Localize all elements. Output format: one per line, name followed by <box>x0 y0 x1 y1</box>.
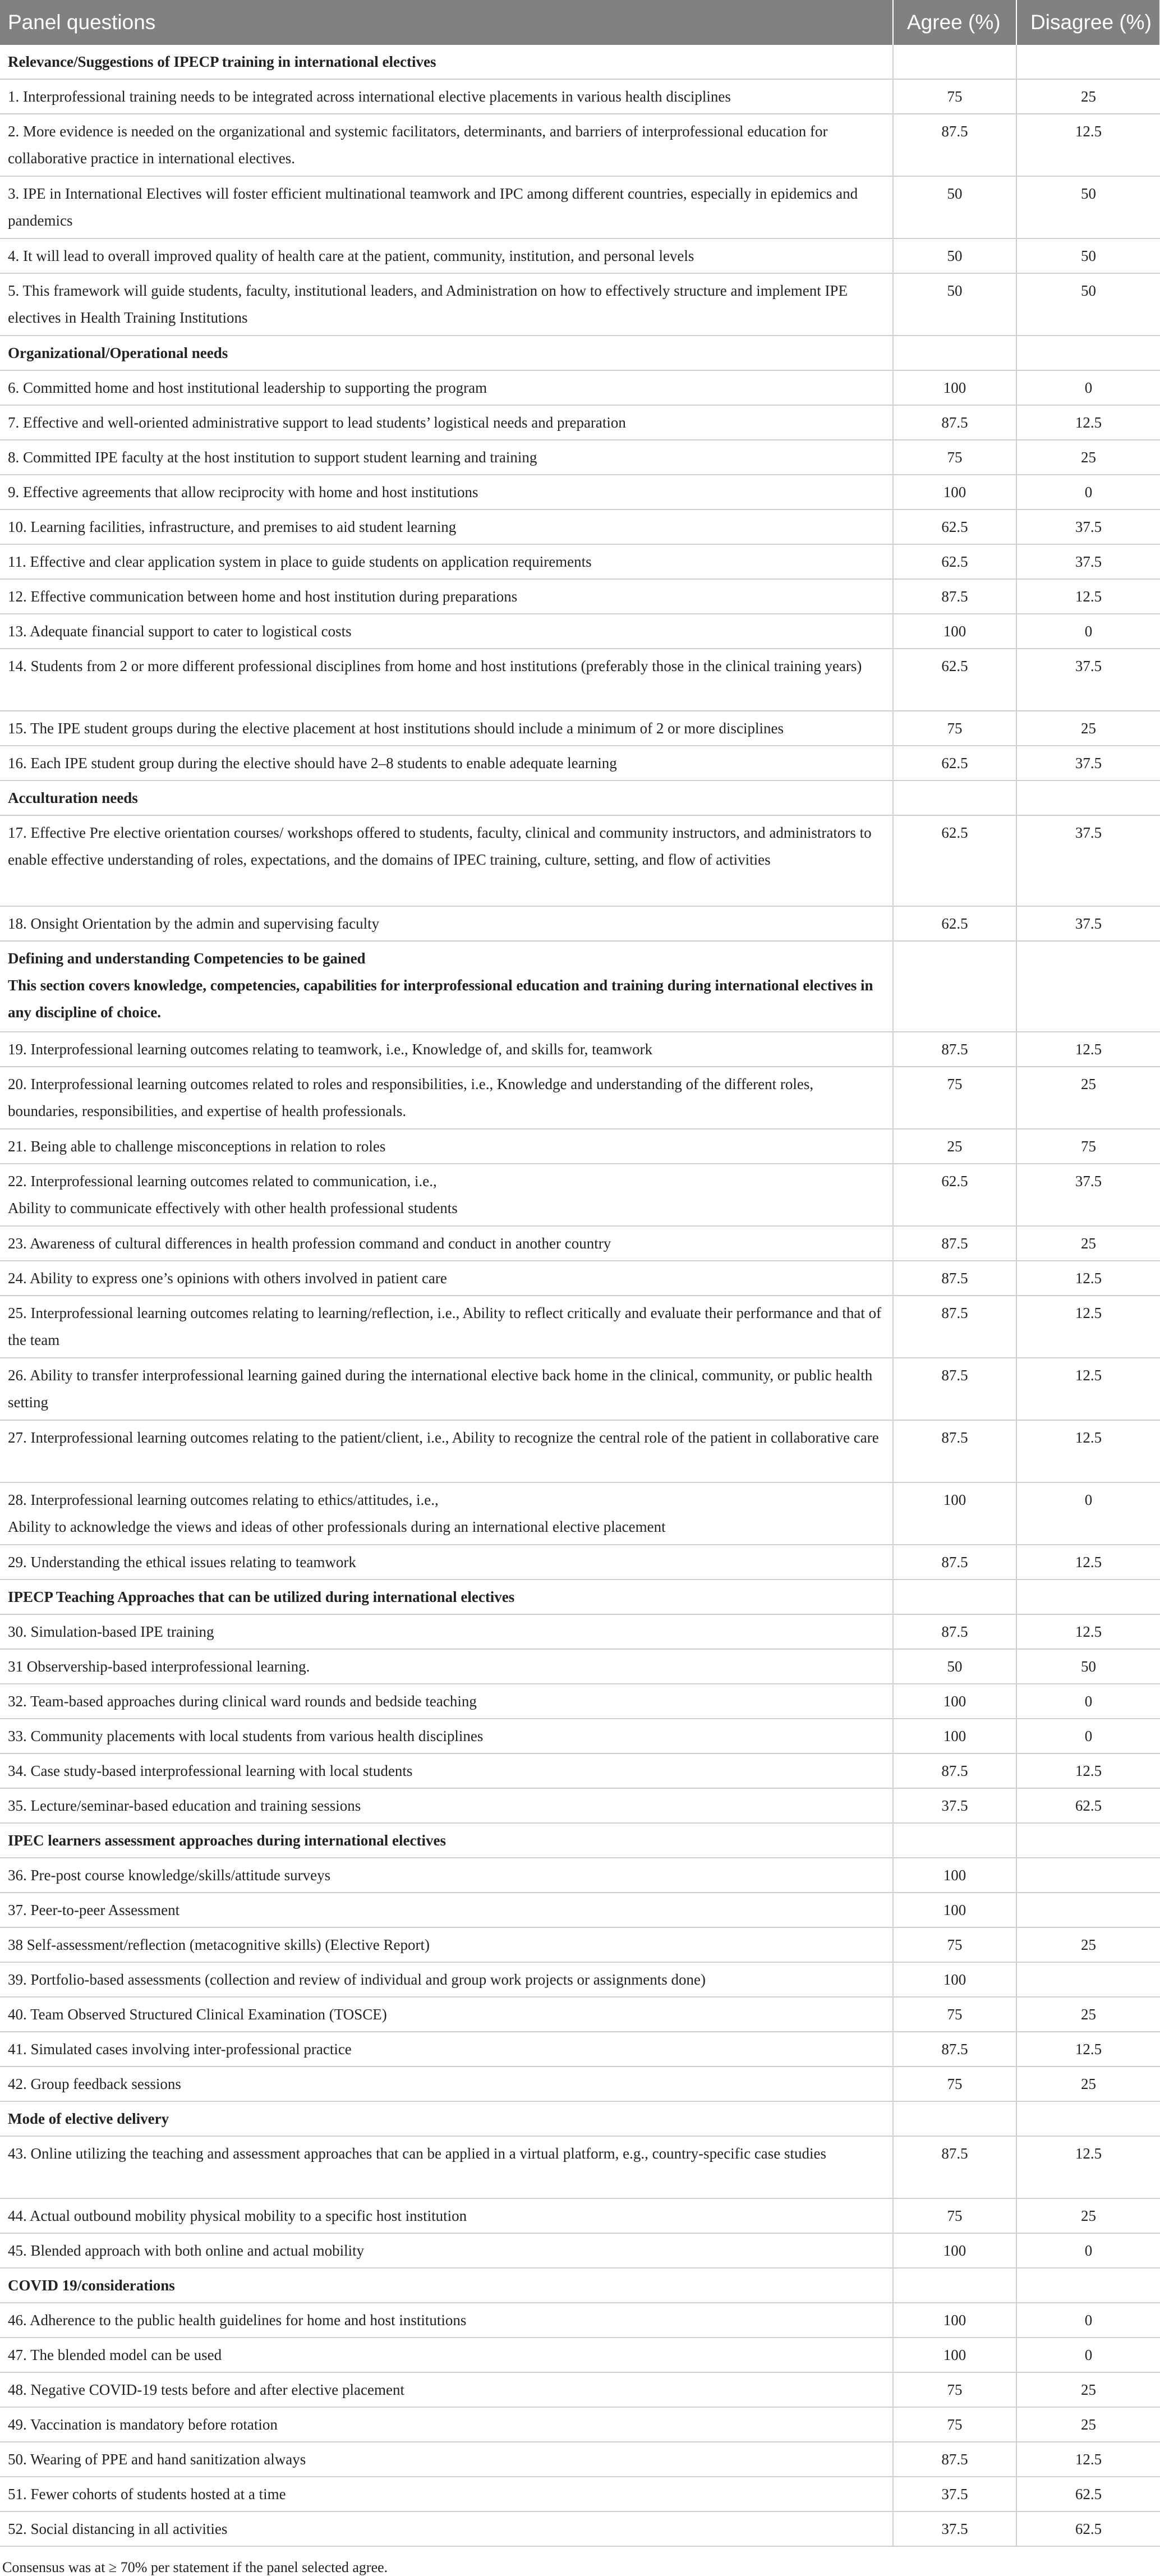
table-row <box>0 273 1160 336</box>
section-title: Organizational/Operational needs <box>0 336 893 370</box>
disagree-cell: 62.5 <box>1016 2511 1160 2546</box>
question-cell: 33. Community placements with local students from various health disciplines <box>0 1719 893 1753</box>
disagree-cell: 50 <box>1016 1649 1160 1684</box>
table-row <box>0 440 1160 475</box>
question-cell: 49. Vaccination is mandatory before rotation <box>0 2407 893 2442</box>
table-row <box>0 1614 1160 1649</box>
agree-cell <box>893 336 1016 370</box>
question-cell: 23. Awareness of cultural differences in health profession command and conduct in another country <box>0 1226 893 1261</box>
disagree-cell <box>1016 1893 1160 1927</box>
table-row <box>0 2407 1160 2442</box>
table-row <box>0 1358 1160 1420</box>
disagree-cell: 50 <box>1016 238 1160 273</box>
question-cell: 8. Committed IPE faculty at the host institution to support student learning and training <box>0 440 893 475</box>
agree-cell: 87.5 <box>893 1261 1016 1296</box>
agree-cell: 37.5 <box>893 2477 1016 2511</box>
agree-cell: 100 <box>893 1684 1016 1719</box>
footnote: Consensus was at ≥ 70% per statement if the panel selected agree. <box>2 2559 388 2575</box>
table-row <box>0 475 1160 509</box>
section-title: Relevance/Suggestions of IPECP training in international electives <box>0 45 893 79</box>
table-body <box>0 45 1160 2546</box>
table-row <box>0 1649 1160 1684</box>
section-row <box>0 941 1160 1032</box>
agree-cell: 100 <box>893 2233 1016 2268</box>
table-row <box>0 614 1160 649</box>
question-cell: 18. Onsight Orientation by the admin and supervising faculty <box>0 906 893 941</box>
agree-cell: 100 <box>893 614 1016 649</box>
table-row <box>0 238 1160 273</box>
agree-cell: 87.5 <box>893 1358 1016 1420</box>
disagree-cell: 12.5 <box>1016 1420 1160 1482</box>
table-row <box>0 2303 1160 2338</box>
question-cell: 6. Committed home and host institutional leadership to supporting the program <box>0 370 893 405</box>
agree-cell: 75 <box>893 1067 1016 1129</box>
agree-cell: 87.5 <box>893 114 1016 176</box>
agree-cell: 75 <box>893 2067 1016 2101</box>
question-cell: 9. Effective agreements that allow reciprocity with home and host institutions <box>0 475 893 509</box>
agree-cell: 87.5 <box>893 2136 1016 2198</box>
agree-cell: 50 <box>893 238 1016 273</box>
agree-cell: 37.5 <box>893 2511 1016 2546</box>
question-cell: 39. Portfolio-based assessments (collection and review of individual and group work projects or assignments done) <box>0 1962 893 1997</box>
table-row <box>0 114 1160 176</box>
question-cell: 16. Each IPE student group during the elective should have 2–8 students to enable adequate learning <box>0 746 893 780</box>
agree-cell: 100 <box>893 2338 1016 2372</box>
question-cell: 35. Lecture/seminar-based education and training sessions <box>0 1788 893 1823</box>
table-row <box>0 1067 1160 1129</box>
table-row <box>0 1226 1160 1261</box>
table-row <box>0 815 1160 906</box>
table-row <box>0 2032 1160 2067</box>
question-cell: 44. Actual outbound mobility physical mobility to a specific host institution <box>0 2198 893 2233</box>
disagree-cell <box>1016 2101 1160 2136</box>
table-row <box>0 1753 1160 1788</box>
question-cell: 17. Effective Pre elective orientation courses/ workshops offered to students, faculty, clinical and community instructors, and administrators to enable effective understanding of roles, expectations, and the domains of IPEC training, culture, setting, and flow of activities <box>0 815 893 906</box>
table-row <box>0 1927 1160 1962</box>
section-title: IPECP Teaching Approaches that can be utilized during international electives <box>0 1579 893 1614</box>
table-row <box>0 1261 1160 1296</box>
disagree-cell <box>1016 1858 1160 1893</box>
agree-cell: 75 <box>893 2372 1016 2407</box>
agree-cell: 87.5 <box>893 405 1016 440</box>
question-cell: 26. Ability to transfer interprofessional learning gained during the international elective back home in the clinical, community, or public health setting <box>0 1358 893 1420</box>
disagree-cell: 12.5 <box>1016 1032 1160 1067</box>
disagree-cell: 12.5 <box>1016 1545 1160 1579</box>
agree-cell: 100 <box>893 1858 1016 1893</box>
table-row <box>0 1684 1160 1719</box>
table-row <box>0 2511 1160 2546</box>
question-cell: 27. Interprofessional learning outcomes relating to the patient/client, i.e., Ability to recognize the central role of the patient in collaborative care <box>0 1420 893 1482</box>
agree-cell: 62.5 <box>893 815 1016 906</box>
agree-cell: 75 <box>893 1997 1016 2032</box>
question-cell: 45. Blended approach with both online and actual mobility <box>0 2233 893 2268</box>
question-cell: 29. Understanding the ethical issues relating to teamwork <box>0 1545 893 1579</box>
question-cell: 28. Interprofessional learning outcomes relating to ethics/attitudes, i.e., Ability to acknowledge the views and ideas of other professionals during an international elective placement <box>0 1482 893 1545</box>
disagree-cell: 25 <box>1016 1927 1160 1962</box>
header-disagree: Disagree (%) <box>1016 0 1160 45</box>
table-row <box>0 711 1160 746</box>
section-row <box>0 2101 1160 2136</box>
disagree-cell: 0 <box>1016 475 1160 509</box>
disagree-cell <box>1016 336 1160 370</box>
disagree-cell <box>1016 1962 1160 1997</box>
question-cell: 51. Fewer cohorts of students hosted at a time <box>0 2477 893 2511</box>
question-cell: 31 Observership-based interprofessional learning. <box>0 1649 893 1684</box>
disagree-cell: 0 <box>1016 370 1160 405</box>
question-cell: 30. Simulation-based IPE training <box>0 1614 893 1649</box>
table-row <box>0 79 1160 114</box>
table-row <box>0 370 1160 405</box>
section-title: IPEC learners assessment approaches during international electives <box>0 1823 893 1858</box>
table-row <box>0 649 1160 711</box>
table-row <box>0 2136 1160 2198</box>
question-cell: 7. Effective and well-oriented administrative support to lead students’ logistical needs and preparation <box>0 405 893 440</box>
question-cell: 19. Interprofessional learning outcomes relating to teamwork, i.e., Knowledge of, and skills for, teamwork <box>0 1032 893 1067</box>
disagree-cell: 12.5 <box>1016 579 1160 614</box>
agree-cell: 87.5 <box>893 2442 1016 2477</box>
question-cell: 37. Peer-to-peer Assessment <box>0 1893 893 1927</box>
question-cell: 4. It will lead to overall improved quality of health care at the patient, community, institution, and personal levels <box>0 238 893 273</box>
agree-cell: 62.5 <box>893 649 1016 711</box>
disagree-cell: 50 <box>1016 273 1160 336</box>
disagree-cell: 12.5 <box>1016 1261 1160 1296</box>
question-cell: 22. Interprofessional learning outcomes related to communication, i.e., Ability to communicate effectively with other health professional students <box>0 1164 893 1226</box>
agree-cell <box>893 1579 1016 1614</box>
table-row <box>0 2338 1160 2372</box>
agree-cell: 87.5 <box>893 579 1016 614</box>
section-row <box>0 2268 1160 2303</box>
disagree-cell <box>1016 45 1160 79</box>
disagree-cell: 37.5 <box>1016 746 1160 780</box>
disagree-cell: 25 <box>1016 440 1160 475</box>
question-cell: 36. Pre-post course knowledge/skills/attitude surveys <box>0 1858 893 1893</box>
section-title: Defining and understanding Competencies to be gained This section covers knowledge, competencies, capabilities for interprofessional education and training during international electives in any discipline of choice. <box>0 941 893 1032</box>
table-row <box>0 1719 1160 1753</box>
agree-cell: 87.5 <box>893 1614 1016 1649</box>
question-cell: 5. This framework will guide students, faculty, institutional leaders, and Administration on how to effectively structure and implement IPE electives in Health Training Institutions <box>0 273 893 336</box>
agree-cell: 100 <box>893 1962 1016 1997</box>
disagree-cell: 12.5 <box>1016 2136 1160 2198</box>
disagree-cell: 12.5 <box>1016 2442 1160 2477</box>
agree-cell: 37.5 <box>893 1788 1016 1823</box>
disagree-cell: 0 <box>1016 614 1160 649</box>
disagree-cell: 37.5 <box>1016 815 1160 906</box>
disagree-cell: 37.5 <box>1016 906 1160 941</box>
disagree-cell <box>1016 1579 1160 1614</box>
table-row <box>0 1858 1160 1893</box>
disagree-cell: 0 <box>1016 2338 1160 2372</box>
table-row <box>0 2372 1160 2407</box>
disagree-cell: 25 <box>1016 2407 1160 2442</box>
question-cell: 11. Effective and clear application system in place to guide students on application requirements <box>0 544 893 579</box>
question-cell: 1. Interprofessional training needs to be integrated across international elective placements in various health disciplines <box>0 79 893 114</box>
agree-cell: 87.5 <box>893 1032 1016 1067</box>
disagree-cell: 12.5 <box>1016 2032 1160 2067</box>
agree-cell <box>893 941 1016 1032</box>
question-cell: 47. The blended model can be used <box>0 2338 893 2372</box>
agree-cell: 75 <box>893 711 1016 746</box>
disagree-cell: 25 <box>1016 1997 1160 2032</box>
table-row <box>0 2067 1160 2101</box>
question-cell: 10. Learning facilities, infrastructure, and premises to aid student learning <box>0 509 893 544</box>
section-row <box>0 45 1160 79</box>
agree-cell: 50 <box>893 1649 1016 1684</box>
table-row <box>0 1420 1160 1482</box>
question-cell: 15. The IPE student groups during the elective placement at host institutions should include a minimum of 2 or more disciplines <box>0 711 893 746</box>
agree-cell <box>893 2268 1016 2303</box>
agree-cell: 62.5 <box>893 544 1016 579</box>
table-row <box>0 544 1160 579</box>
agree-cell <box>893 1823 1016 1858</box>
question-cell: 2. More evidence is needed on the organizational and systemic facilitators, determinants, and barriers of interprofessional education for collaborative practice in international electives. <box>0 114 893 176</box>
disagree-cell: 25 <box>1016 1067 1160 1129</box>
agree-cell: 100 <box>893 2303 1016 2338</box>
table-header <box>0 0 1160 45</box>
agree-cell: 87.5 <box>893 1296 1016 1358</box>
disagree-cell: 12.5 <box>1016 405 1160 440</box>
agree-cell: 87.5 <box>893 1226 1016 1261</box>
table-row <box>0 1164 1160 1226</box>
table-row <box>0 176 1160 238</box>
section-row <box>0 780 1160 815</box>
disagree-cell: 0 <box>1016 1482 1160 1545</box>
question-cell: 25. Interprofessional learning outcomes relating to learning/reflection, i.e., Ability to reflect critically and evaluate their performance and that of the team <box>0 1296 893 1358</box>
disagree-cell <box>1016 941 1160 1032</box>
question-cell: 13. Adequate financial support to cater to logistical costs <box>0 614 893 649</box>
table-row <box>0 906 1160 941</box>
disagree-cell: 37.5 <box>1016 649 1160 711</box>
table-row <box>0 1962 1160 1997</box>
agree-cell <box>893 45 1016 79</box>
disagree-cell: 37.5 <box>1016 509 1160 544</box>
table-row <box>0 2442 1160 2477</box>
header-agree: Agree (%) <box>893 0 1016 45</box>
disagree-cell: 0 <box>1016 2233 1160 2268</box>
question-cell: 38 Self-assessment/reflection (metacognitive skills) (Elective Report) <box>0 1927 893 1962</box>
agree-cell: 62.5 <box>893 906 1016 941</box>
disagree-cell: 0 <box>1016 1684 1160 1719</box>
question-cell: 20. Interprofessional learning outcomes related to roles and responsibilities, i.e., Knowledge and understanding of the different roles, boundaries, responsibilities, and expertise of health professionals. <box>0 1067 893 1129</box>
agree-cell: 100 <box>893 370 1016 405</box>
table-row <box>0 2233 1160 2268</box>
disagree-cell: 25 <box>1016 2372 1160 2407</box>
question-cell: 14. Students from 2 or more different professional disciplines from home and host institutions (preferably those in the clinical training years) <box>0 649 893 711</box>
disagree-cell: 75 <box>1016 1129 1160 1164</box>
section-row <box>0 1579 1160 1614</box>
disagree-cell: 25 <box>1016 79 1160 114</box>
agree-cell: 25 <box>893 1129 1016 1164</box>
agree-cell: 75 <box>893 2198 1016 2233</box>
table-row <box>0 1788 1160 1823</box>
table-row <box>0 1129 1160 1164</box>
agree-cell: 62.5 <box>893 1164 1016 1226</box>
disagree-cell: 12.5 <box>1016 1358 1160 1420</box>
question-cell: 21. Being able to challenge misconceptions in relation to roles <box>0 1129 893 1164</box>
question-cell: 41. Simulated cases involving inter-professional practice <box>0 2032 893 2067</box>
section-row <box>0 1823 1160 1858</box>
table-row <box>0 405 1160 440</box>
table-row <box>0 1997 1160 2032</box>
disagree-cell: 25 <box>1016 2198 1160 2233</box>
agree-cell: 87.5 <box>893 1420 1016 1482</box>
disagree-cell: 0 <box>1016 2303 1160 2338</box>
header-panel-questions: Panel questions <box>0 0 893 45</box>
disagree-cell: 37.5 <box>1016 1164 1160 1226</box>
agree-cell: 100 <box>893 1719 1016 1753</box>
question-cell: 3. IPE in International Electives will foster efficient multinational teamwork and IPC among different countries, especially in epidemics and pandemics <box>0 176 893 238</box>
section-title: COVID 19/considerations <box>0 2268 893 2303</box>
disagree-cell: 0 <box>1016 1719 1160 1753</box>
agree-cell: 50 <box>893 273 1016 336</box>
agree-cell <box>893 2101 1016 2136</box>
agree-cell <box>893 780 1016 815</box>
table-row <box>0 1893 1160 1927</box>
disagree-cell: 25 <box>1016 711 1160 746</box>
question-cell: 42. Group feedback sessions <box>0 2067 893 2101</box>
question-cell: 52. Social distancing in all activities <box>0 2511 893 2546</box>
disagree-cell: 50 <box>1016 176 1160 238</box>
disagree-cell: 25 <box>1016 1226 1160 1261</box>
question-cell: 24. Ability to express one’s opinions with others involved in patient care <box>0 1261 893 1296</box>
disagree-cell <box>1016 780 1160 815</box>
table-row <box>0 2477 1160 2511</box>
table-row <box>0 1032 1160 1067</box>
question-cell: 48. Negative COVID-19 tests before and after elective placement <box>0 2372 893 2407</box>
agree-cell: 50 <box>893 176 1016 238</box>
agree-cell: 75 <box>893 440 1016 475</box>
question-cell: 50. Wearing of PPE and hand sanitization always <box>0 2442 893 2477</box>
table-row <box>0 509 1160 544</box>
agree-cell: 100 <box>893 1893 1016 1927</box>
disagree-cell: 12.5 <box>1016 114 1160 176</box>
agree-cell: 75 <box>893 79 1016 114</box>
agree-cell: 62.5 <box>893 509 1016 544</box>
question-cell: 43. Online utilizing the teaching and assessment approaches that can be applied in a virtual platform, e.g., country-specific case studies <box>0 2136 893 2198</box>
agree-cell: 75 <box>893 1927 1016 1962</box>
agree-cell: 62.5 <box>893 746 1016 780</box>
disagree-cell: 12.5 <box>1016 1753 1160 1788</box>
question-cell: 40. Team Observed Structured Clinical Examination (TOSCE) <box>0 1997 893 2032</box>
table-row <box>0 1482 1160 1545</box>
agree-cell: 100 <box>893 475 1016 509</box>
disagree-cell: 37.5 <box>1016 544 1160 579</box>
table-row <box>0 1296 1160 1358</box>
table-row <box>0 746 1160 780</box>
section-row <box>0 336 1160 370</box>
disagree-cell: 62.5 <box>1016 2477 1160 2511</box>
question-cell: 46. Adherence to the public health guidelines for home and host institutions <box>0 2303 893 2338</box>
agree-cell: 100 <box>893 1482 1016 1545</box>
section-title: Acculturation needs <box>0 780 893 815</box>
disagree-cell <box>1016 1823 1160 1858</box>
disagree-cell: 12.5 <box>1016 1296 1160 1358</box>
table-row <box>0 1545 1160 1579</box>
table-row <box>0 2198 1160 2233</box>
header-row <box>0 0 1160 45</box>
disagree-cell: 62.5 <box>1016 1788 1160 1823</box>
disagree-cell: 12.5 <box>1016 1614 1160 1649</box>
question-cell: 32. Team-based approaches during clinical ward rounds and bedside teaching <box>0 1684 893 1719</box>
disagree-cell <box>1016 2268 1160 2303</box>
agree-cell: 87.5 <box>893 1753 1016 1788</box>
question-cell: 12. Effective communication between home and host institution during preparations <box>0 579 893 614</box>
agree-cell: 87.5 <box>893 1545 1016 1579</box>
disagree-cell: 25 <box>1016 2067 1160 2101</box>
agree-cell: 87.5 <box>893 2032 1016 2067</box>
section-title: Mode of elective delivery <box>0 2101 893 2136</box>
table-row <box>0 579 1160 614</box>
question-cell: 34. Case study-based interprofessional learning with local students <box>0 1753 893 1788</box>
agree-cell: 75 <box>893 2407 1016 2442</box>
